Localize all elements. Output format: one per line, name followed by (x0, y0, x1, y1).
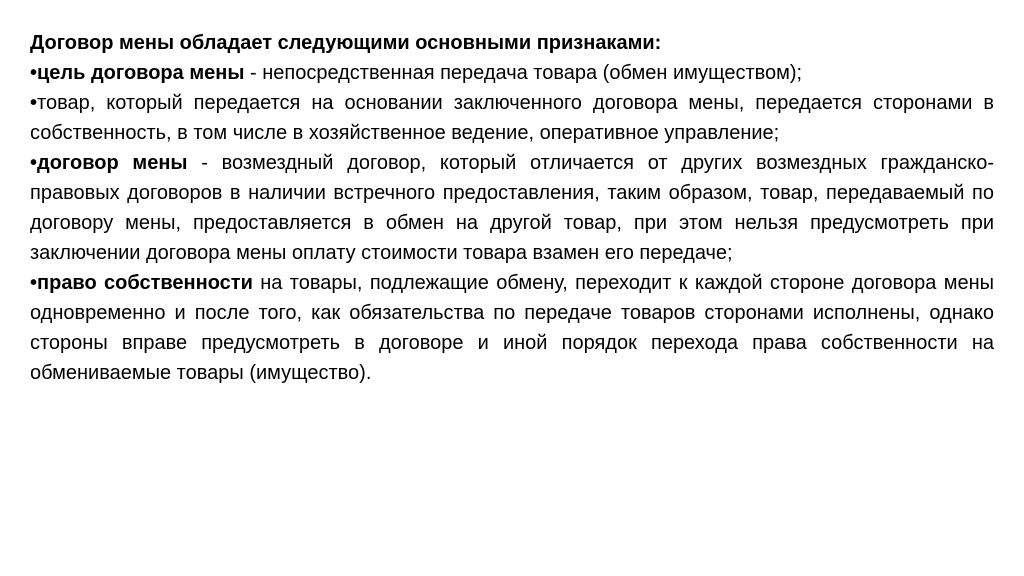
bullet-marker: • (30, 62, 38, 84)
item-text: на товары, подлежащие обмену, переходит к каждой стороне договора мены одновременно и после того, как обязательства по передаче товаров сторонами исполнены, однако стороны вправе предусмотреть в договоре и иной порядок перехода права собственности на обмениваемые товары (имущество). (30, 272, 994, 384)
item-text: - непосредственная передача товара (обмен имуществом); (244, 62, 803, 84)
item-term: право собственности (37, 272, 253, 294)
list-item-goal (30, 58, 994, 88)
item-term: цель договора мены (37, 62, 245, 84)
list-item-goods (30, 88, 994, 148)
bullet-marker: • (30, 272, 38, 294)
item-term: договор мены (37, 152, 188, 174)
list-item-ownership (30, 268, 994, 388)
slide-content (30, 28, 994, 388)
slide-heading: Договор мены обладает следующими основными признаками: (30, 32, 662, 54)
item-text: - возмездный договор, который отличается от других возмездных гражданско-правовых договоров в наличии встречного предоставления, таким образом, товар, передаваемый по договору мены, предоставляется в обмен на другой товар, при этом нельзя предусмотреть при заключении договора мены оплату стоимости товара взамен его передаче; (30, 152, 995, 264)
list-item-contract (30, 148, 994, 268)
bullet-marker: • (30, 92, 38, 114)
item-text: товар, который передается на основании заключенного договора мены, передается сторонами в собственность, в том числе в хозяйственное ведение, оперативное управление; (30, 92, 994, 144)
bullet-marker: • (30, 152, 38, 174)
